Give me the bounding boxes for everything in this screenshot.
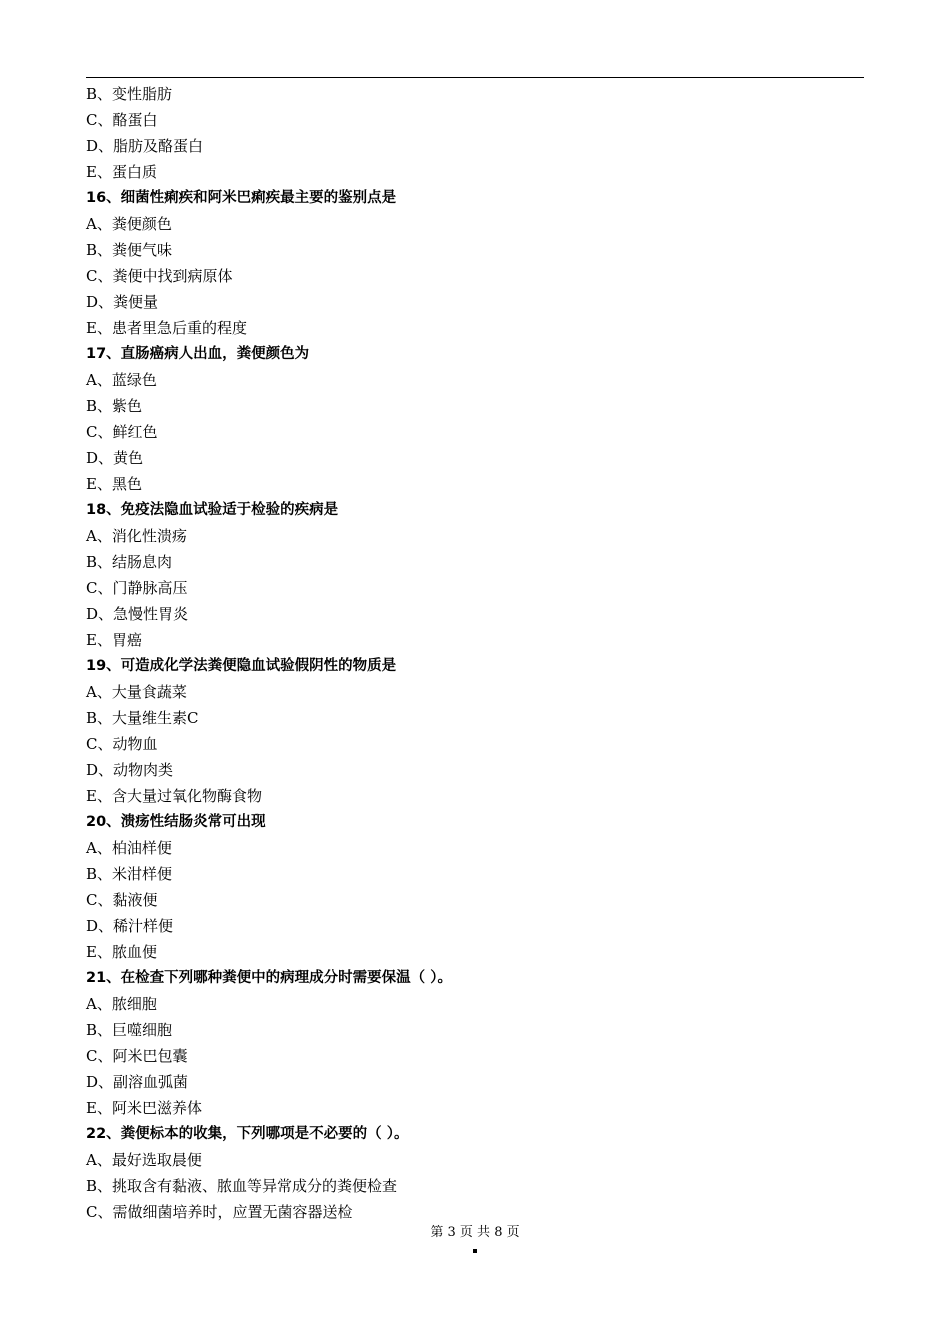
footer-dot [473,1249,477,1253]
option-text: E、黑色 [86,475,142,493]
option-text: A、最好选取晨便 [86,1151,202,1169]
option-text: D、稀汁样便 [86,917,174,935]
option-text: E、患者里急后重的程度 [86,319,247,337]
option-text: A、脓细胞 [86,995,157,1013]
option-text: A、蓝绿色 [86,371,157,389]
question-text: 17、直肠癌病人出血，粪便颜色为 [86,346,310,362]
option-text: D、急慢性胃炎 [86,605,189,623]
question-text: 18、免疫法隐血试验适于检验的疾病是 [86,502,339,518]
option-text: B、变性脂肪 [86,85,173,103]
option-text: E、蛋白质 [86,163,157,181]
option-text: B、挑取含有黏液、脓血等异常成分的粪便检查 [86,1177,398,1195]
option-text: D、黄色 [86,449,144,467]
option-text: E、胃癌 [86,631,142,649]
question-text: 16、细菌性痢疾和阿米巴痢疾最主要的鉴别点是 [86,190,397,206]
option-text: D、副溶血弧菌 [86,1073,189,1091]
option-text: C、黏液便 [86,891,158,909]
option-text: B、粪便气味 [86,241,173,259]
question-text: 21、在检查下列哪种粪便中的病理成分时需要保温（ ）。 [86,970,452,986]
option-text: B、巨噬细胞 [86,1021,173,1039]
question-list [86,81,866,1225]
option-text: E、脓血便 [86,943,157,961]
option-text: D、脂肪及酪蛋白 [86,137,204,155]
option-text: C、动物血 [86,735,158,753]
option-text: A、消化性溃疡 [86,527,187,545]
option-text: B、结肠息肉 [86,553,173,571]
option-text: B、米泔样便 [86,865,173,883]
option-text: A、大量食蔬菜 [86,683,187,701]
option-text: E、含大量过氧化物酶食物 [86,787,262,805]
option-text: C、酪蛋白 [86,111,158,129]
page-footer: 第 3 页 共 8 页 [430,1225,520,1240]
option-text: A、柏油样便 [86,839,172,857]
option-text: B、紫色 [86,397,143,415]
option-text: C、门静脉高压 [86,579,188,597]
option-text: C、需做细菌培养时，应置无菌容器送检 [86,1203,353,1221]
option-text: B、大量维生素C [86,709,199,727]
option-text: D、动物肉类 [86,761,174,779]
header-rule [86,77,864,78]
option-text: C、鲜红色 [86,423,158,441]
question-text: 19、可造成化学法粪便隐血试验假阴性的物质是 [86,658,397,674]
question-text: 22、粪便标本的收集，下列哪项是不必要的（ ）。 [86,1126,409,1142]
option-text: C、粪便中找到病原体 [86,267,233,285]
option-text: E、阿米巴滋养体 [86,1099,202,1117]
option-text: C、阿米巴包囊 [86,1047,188,1065]
option-text: A、粪便颜色 [86,215,172,233]
question-text: 20、溃疡性结肠炎常可出现 [86,814,266,830]
option-text: D、粪便量 [86,293,159,311]
